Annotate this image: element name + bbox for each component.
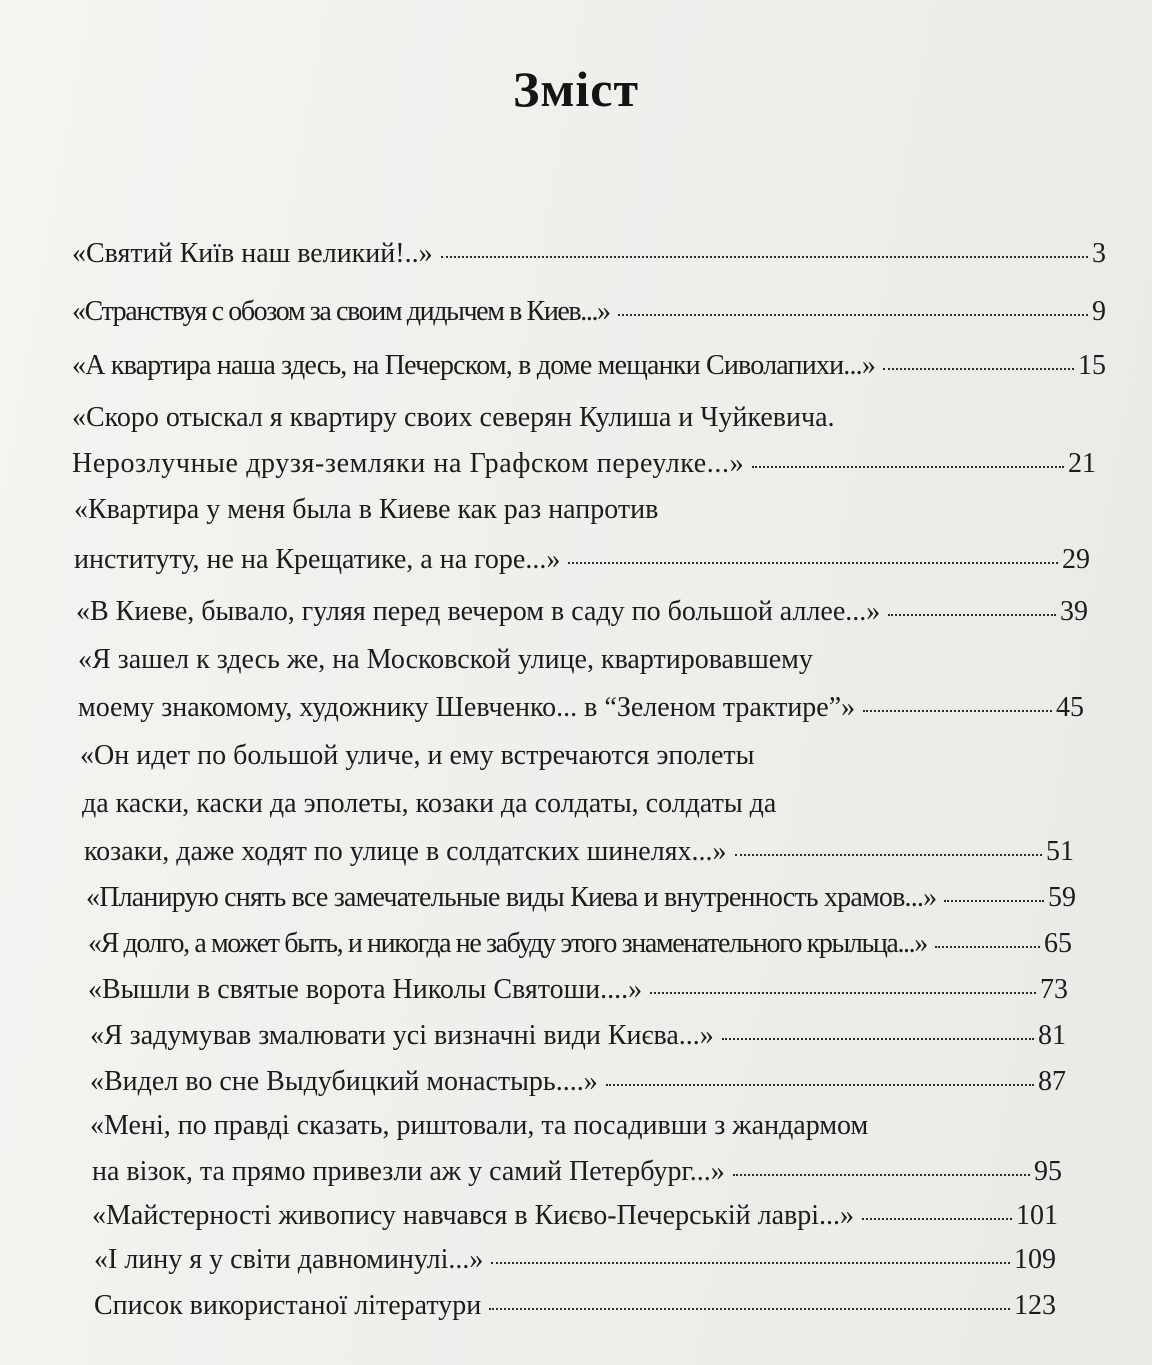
- toc-page-number: 9: [1092, 296, 1106, 327]
- toc-entry-title-line: «Квартира у меня была в Киеве как раз напротив: [74, 494, 659, 525]
- toc-page-number: 29: [1062, 544, 1090, 575]
- toc-dot-leader: [888, 614, 1056, 616]
- toc-entry: [72, 236, 1106, 272]
- toc-entry-title-line: «Скоро отыскал я квартиру своих северян Кулиша и Чуйкевича.: [72, 402, 835, 433]
- toc-page-number: 65: [1044, 928, 1072, 959]
- toc-entry: [78, 690, 1084, 726]
- toc-entry: [92, 1198, 1058, 1234]
- toc-entry: [88, 926, 1072, 962]
- toc-entry-title: «Странствуя с обозом за своим дидычем в Киев...»: [72, 296, 610, 327]
- page-title: Зміст: [512, 61, 640, 117]
- toc-entry: [90, 1064, 1066, 1100]
- toc-entry-title: «Видел во сне Выдубицкий монастырь....»: [90, 1066, 598, 1097]
- toc-entry-title: «Вышли в святые ворота Николы Святоши....»: [88, 974, 643, 1005]
- toc-entry: [88, 972, 1068, 1008]
- toc-entry-title: «Майстерності живопису навчався в Києво-Печерській лаврі...»: [92, 1200, 855, 1231]
- toc-entry: [94, 1288, 1056, 1324]
- toc-entry-title: «Я долго, а может быть, и никогда не забуду этого знаменательного крыльца...»: [88, 928, 927, 959]
- toc-page-number: 45: [1056, 692, 1084, 723]
- toc-dot-leader: [863, 710, 1052, 712]
- toc-entry-title: Нерозлучные друзя-земляки на Графском переулке...»: [72, 448, 745, 479]
- toc-dot-leader: [862, 1218, 1012, 1220]
- toc-entry-title: козаки, даже ходят по улице в солдатских шинелях...»: [84, 836, 727, 867]
- toc-dot-leader: [944, 900, 1044, 902]
- toc-page-number: 51: [1046, 836, 1074, 867]
- toc-dot-leader: [650, 992, 1036, 994]
- toc-page-number: 109: [1014, 1244, 1056, 1275]
- toc-entry-title-line: «Я зашел к здесь же, на Московской улице, квартировавшему: [78, 644, 813, 675]
- toc-entry: [74, 542, 1090, 578]
- toc-dot-leader: [733, 1174, 1030, 1176]
- toc-dot-leader: [883, 368, 1074, 370]
- toc-page-number: 15: [1078, 350, 1106, 381]
- toc-entry: [90, 1018, 1066, 1054]
- toc-entry-title: моему знакомому, художнику Шевченко... в “Зеленом трактире”»: [78, 692, 856, 723]
- toc-entry: [72, 446, 1096, 482]
- toc-entry-title-line: «Он идет по большой уличе, и ему встречаются эполеты: [80, 740, 755, 771]
- toc-page-number: 95: [1034, 1156, 1062, 1187]
- toc-entry-title: на візок, та прямо привезли аж у самий Петербург...»: [92, 1156, 725, 1187]
- toc-entry-title-line: «Мені, по правді сказать, риштовали, та посадивши з жандармом: [90, 1110, 869, 1141]
- toc-dot-leader: [489, 1308, 1010, 1310]
- toc-dot-leader: [606, 1084, 1034, 1086]
- toc-entry: [92, 1154, 1062, 1190]
- toc-entry-title: «А квартира наша здесь, на Печерском, в доме мещанки Сиволапихи...»: [72, 350, 876, 381]
- toc-page-number: 87: [1038, 1066, 1066, 1097]
- toc-page-number: 81: [1038, 1020, 1066, 1051]
- toc-page-number: 101: [1016, 1200, 1058, 1231]
- toc-entry: [72, 294, 1106, 330]
- toc-dot-leader: [491, 1262, 1010, 1264]
- toc-entry-title: Список використаної літератури: [94, 1290, 482, 1321]
- toc-dot-leader: [568, 562, 1058, 564]
- toc-entry: [72, 348, 1106, 384]
- toc-page-number: 21: [1068, 448, 1096, 479]
- toc-dot-leader: [618, 314, 1088, 316]
- toc-page-number: 59: [1048, 882, 1076, 913]
- toc-entry-title: «Я задумував змалювати усі визначні види Києва...»: [90, 1020, 714, 1051]
- toc-entry-title-line: да каски, каски да эполеты, козаки да солдаты, солдаты да: [82, 788, 777, 819]
- toc-dot-leader: [722, 1038, 1034, 1040]
- toc-dot-leader: [935, 946, 1040, 948]
- toc-page-number: 123: [1014, 1290, 1056, 1321]
- toc-entry-title: «І лину я у світи давноминулі...»: [94, 1244, 484, 1275]
- toc-page-number: 3: [1092, 238, 1106, 269]
- toc-page-number: 39: [1060, 596, 1088, 627]
- toc-entry-title: «Святий Київ наш великий!..»: [72, 238, 433, 269]
- toc-entry: [76, 594, 1088, 630]
- toc-entry: [84, 834, 1074, 870]
- toc-dot-leader: [752, 466, 1064, 468]
- toc-page-number: 73: [1040, 974, 1068, 1005]
- toc-entry-title: «В Киеве, бывало, гуляя перед вечером в саду по большой аллее...»: [76, 596, 881, 627]
- toc-dot-leader: [735, 854, 1042, 856]
- toc-entry-title: институту, не на Крещатике, а на горе...»: [74, 544, 561, 575]
- toc-dot-leader: [441, 256, 1088, 258]
- toc-entry-title: «Планирую снять все замечательные виды Киева и внутренность храмов...»: [86, 882, 937, 913]
- toc-entry: [94, 1242, 1056, 1278]
- toc-entry: [86, 880, 1076, 916]
